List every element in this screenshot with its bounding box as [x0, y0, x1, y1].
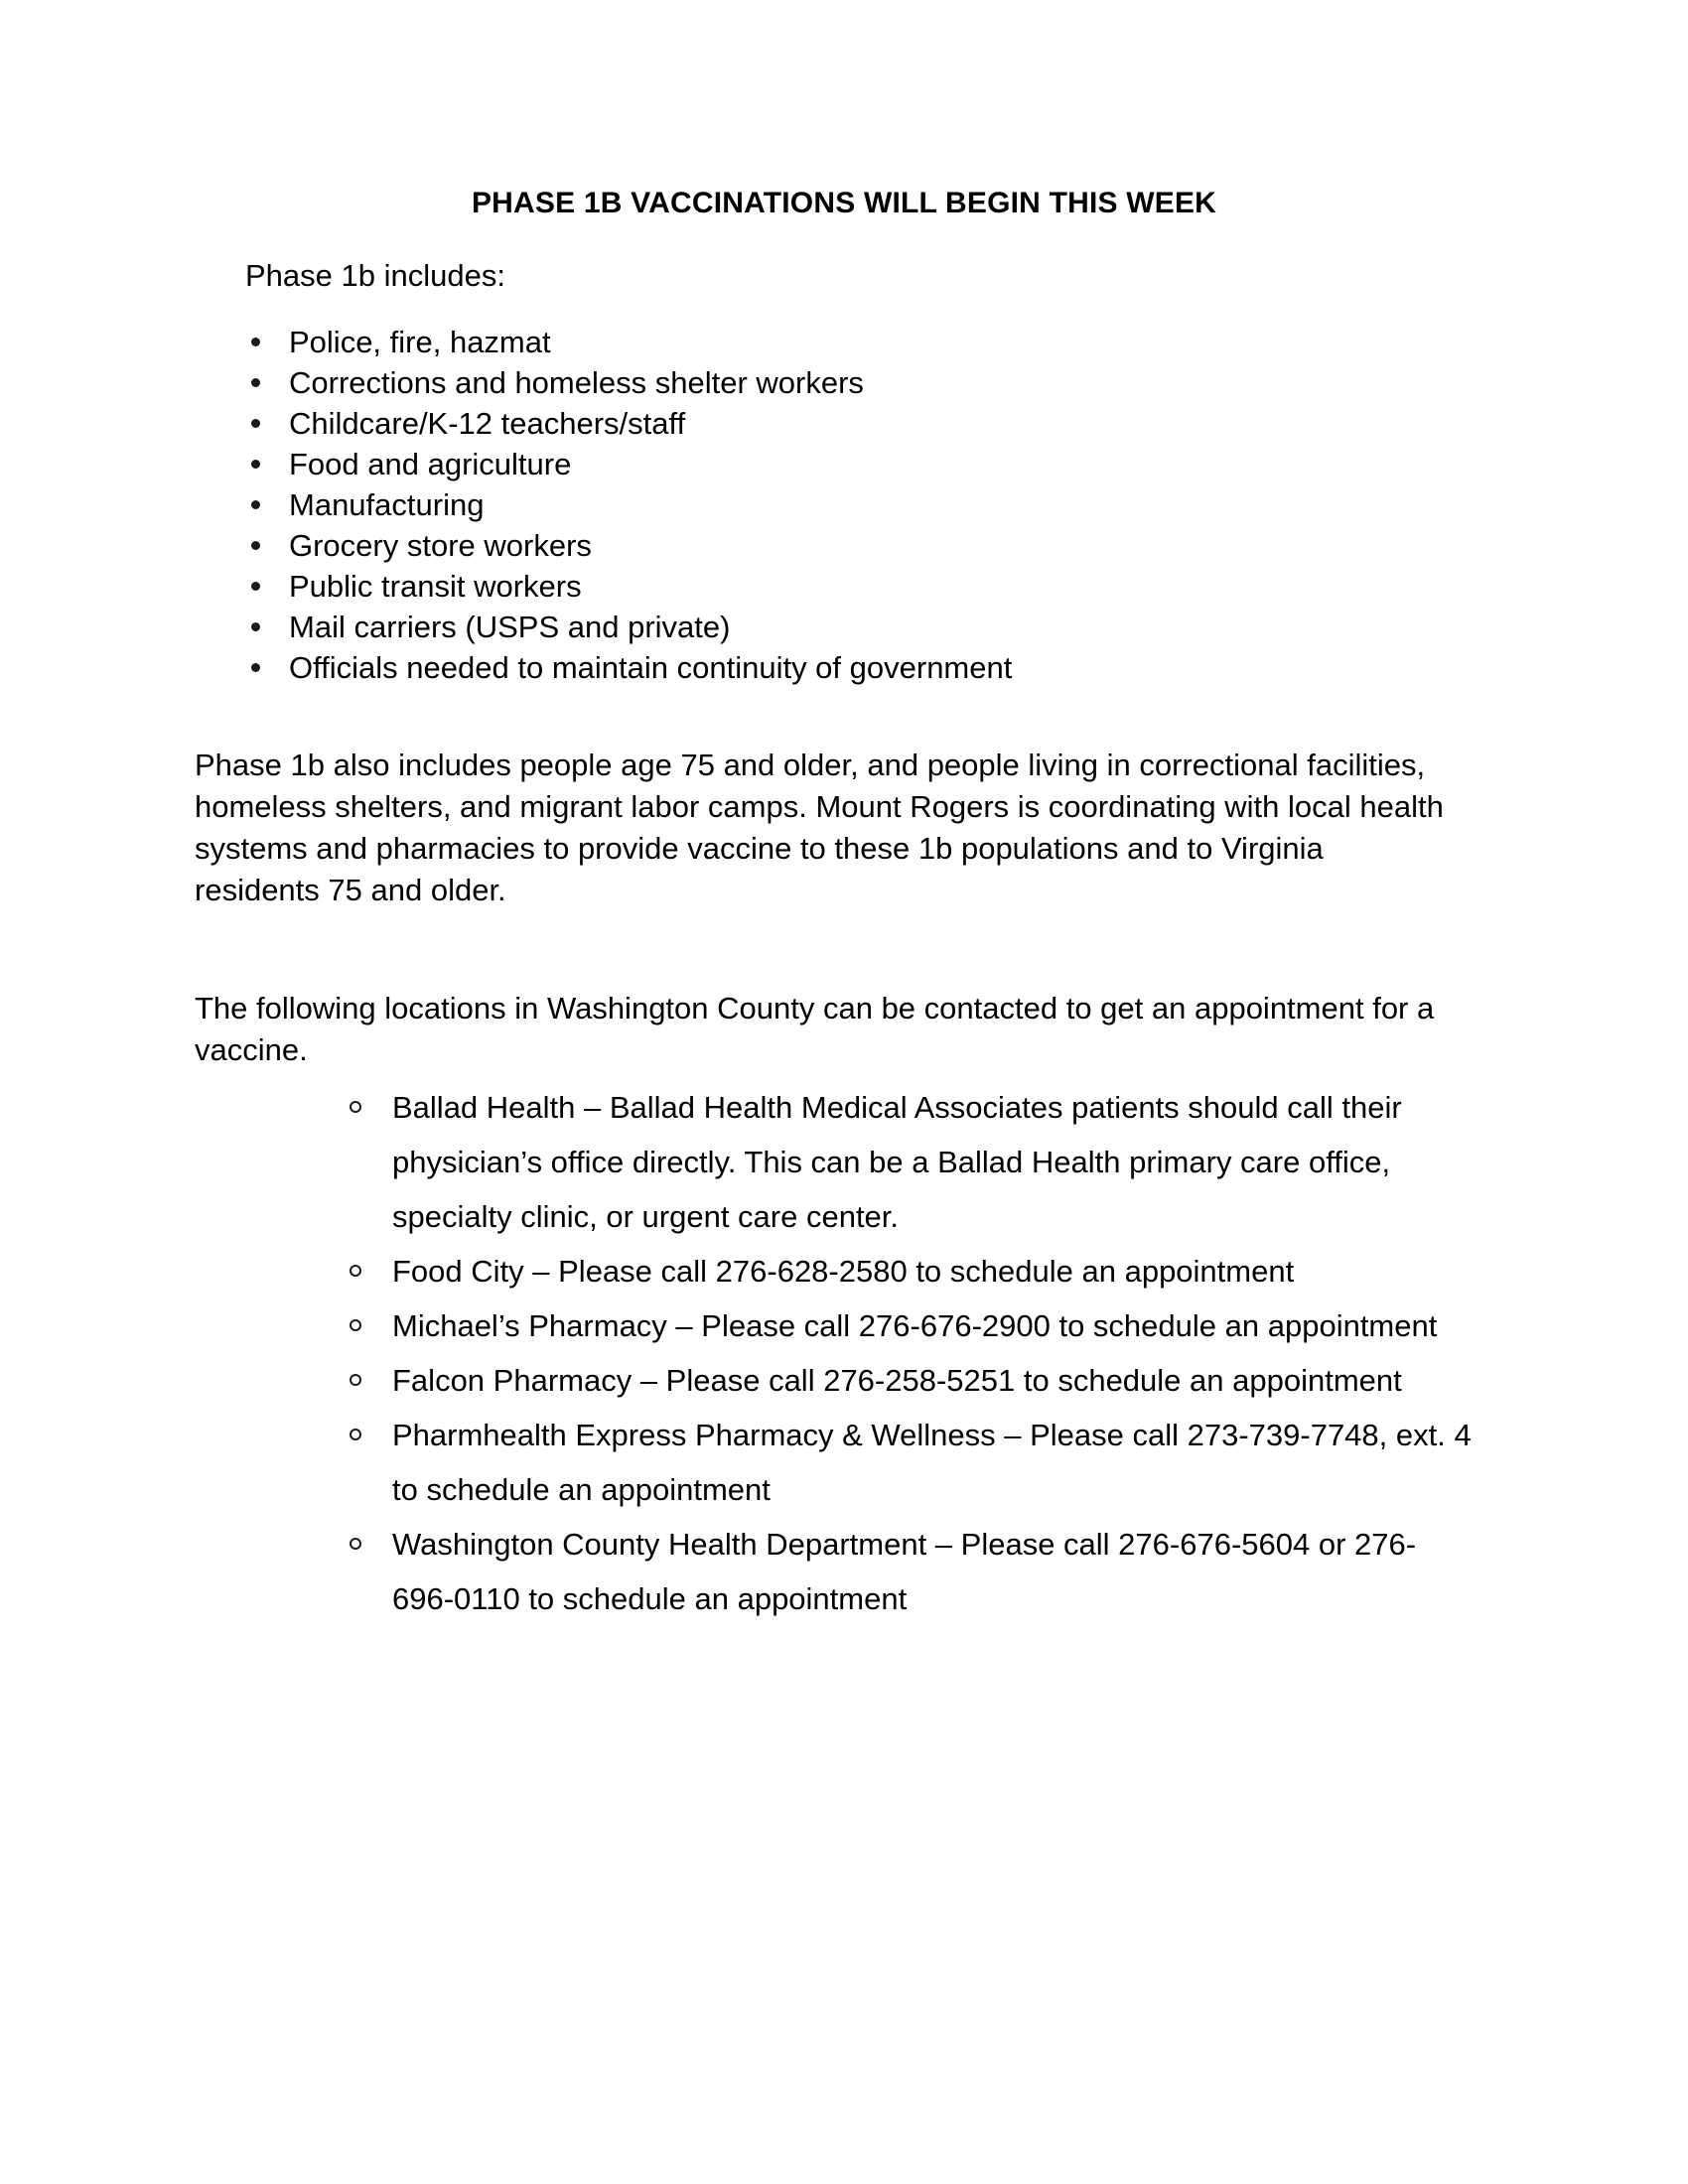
- bullet-disc-icon: [251, 663, 260, 672]
- list-item-label: Food and agriculture: [289, 447, 572, 481]
- bullet-circle-icon: [350, 1374, 361, 1386]
- list-item-label: Food City – Please call 276-628-2580 to schedule an appointment: [392, 1254, 1295, 1289]
- list-item: [343, 1408, 1475, 1517]
- list-item-label: Officials needed to maintain continuity of government: [289, 650, 1013, 685]
- list-item: [343, 1298, 1475, 1353]
- bullet-disc-icon: [251, 582, 260, 591]
- list-item-label: Grocery store workers: [289, 528, 592, 563]
- list-item: [245, 404, 1437, 444]
- list-item: [245, 567, 1437, 607]
- bullet-disc-icon: [251, 378, 260, 387]
- bullet-circle-icon: [350, 1319, 361, 1331]
- bullet-disc-icon: [251, 500, 260, 509]
- list-item-label: Mail carriers (USPS and private): [289, 610, 731, 644]
- paragraph-also-includes: Phase 1b also includes people age 75 and older, and people living in correctional facilities, homeless shelters, and migrant labor camps. Mount Rogers is coordinating with local health systems and pharmacies to provide vaccine to these 1b populations and to Virginia residents 75 and older.: [195, 748, 1444, 907]
- list-item-label: Washington County Health Department – Please call 276-676-5604 or 276-696-0110 to schedule an appointment: [392, 1527, 1417, 1616]
- list-item-label: Corrections and homeless shelter workers: [289, 365, 864, 400]
- locations-list: [343, 1080, 1475, 1626]
- page-title: [0, 187, 1688, 220]
- list-item: [245, 445, 1437, 484]
- list-item: [245, 485, 1437, 525]
- list-item: [245, 323, 1437, 362]
- list-item: [343, 1353, 1475, 1408]
- list-item-label: Childcare/K-12 teachers/staff: [289, 406, 686, 441]
- list-item: [245, 608, 1437, 647]
- list-item: [343, 1244, 1475, 1298]
- bullet-circle-icon: [350, 1101, 361, 1113]
- page-title-text: PHASE 1B VACCINATIONS WILL BEGIN THIS WEEK: [471, 187, 1217, 219]
- phase-1b-includes-label: Phase 1b includes:: [245, 258, 505, 293]
- bullet-circle-icon: [350, 1538, 361, 1550]
- list-item-label: Falcon Pharmacy – Please call 276-258-5251 to schedule an appointment: [392, 1363, 1402, 1398]
- list-item-label: Michael’s Pharmacy – Please call 276-676-2900 to schedule an appointment: [392, 1308, 1438, 1343]
- bullet-circle-icon: [350, 1265, 361, 1277]
- list-item: [245, 526, 1437, 566]
- bullet-disc-icon: [251, 419, 260, 428]
- bullet-disc-icon: [251, 541, 260, 550]
- list-item: [245, 363, 1437, 403]
- bullet-disc-icon: [251, 460, 260, 469]
- bullet-disc-icon: [251, 622, 260, 631]
- list-item-label: Public transit workers: [289, 569, 582, 604]
- bullet-circle-icon: [350, 1429, 361, 1440]
- list-item: [245, 648, 1437, 688]
- list-item: [343, 1517, 1475, 1626]
- paragraph-locations-intro: The following locations in Washington County can be contacted to get an appointment for a vaccine.: [195, 991, 1435, 1067]
- list-item-label: Manufacturing: [289, 487, 485, 522]
- bullet-disc-icon: [251, 338, 260, 346]
- list-item-label: Ballad Health – Ballad Health Medical Associates patients should call their physician’s office directly. This can be a Ballad Health primary care office, specialty clinic, or urgent care center.: [392, 1090, 1402, 1234]
- phase-1b-bullet-list: [245, 323, 1437, 689]
- list-item-label: Police, fire, hazmat: [289, 325, 551, 359]
- list-item-label: Pharmhealth Express Pharmacy & Wellness – Please call 273-739-7748, ext. 4 to schedule an appointment: [392, 1418, 1472, 1507]
- list-item: [343, 1080, 1475, 1244]
